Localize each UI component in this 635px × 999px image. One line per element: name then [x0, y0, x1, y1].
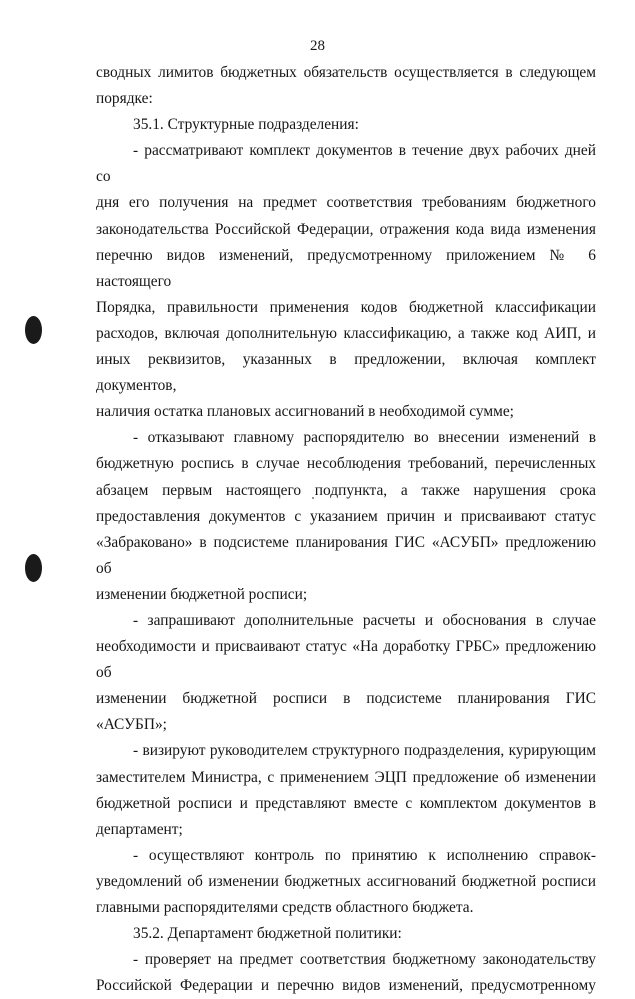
text-line: иных реквизитов, указанных в предложении, включая комплект документов,: [96, 351, 596, 395]
text-line: уведомлений об изменении бюджетных ассигнований бюджетной росписи: [96, 872, 596, 890]
text-line: - визируют руководителем структурного подразделения, курирующим: [133, 742, 596, 760]
text-line: бюджетную роспись в случае несоблюдения требований, перечисленных: [96, 455, 596, 473]
text-line: сводных лимитов бюджетных обязательств осуществляется в следующем: [96, 64, 596, 81]
text-line: «Забраковано» в подсистеме планирования ГИС «АСУБП» предложению об: [96, 533, 596, 577]
section-heading: 35.2. Департамент бюджетной политики:: [133, 925, 402, 943]
text-line: Российской Федерации и перечню видов изменений, предусмотренному: [96, 977, 596, 995]
text-line: изменении бюджетной росписи в подсистеме планирования ГИС «АСУБП»;: [96, 690, 596, 734]
text-line: департамент;: [96, 820, 183, 838]
section-heading: 35.1. Структурные подразделения:: [133, 116, 359, 134]
text-line: Порядка, правильности применения кодов бюджетной классификации: [96, 298, 596, 316]
text-line: порядке:: [96, 90, 153, 108]
text-line: - проверяет на предмет соответствия бюджетному законодательству: [133, 951, 596, 969]
text-line: бюджетной росписи и представляют вместе с комплектом документов в: [96, 794, 596, 812]
page-number: 28: [310, 38, 325, 54]
text-line: расходов, включая дополнительную классификацию, а также код АИП, и: [96, 324, 596, 342]
text-line: заместителем Министра, с применением ЭЦП предложение об изменении: [96, 768, 596, 786]
text-line: наличия остатка плановых ассигнований в необходимой сумме;: [96, 403, 514, 421]
text-line: дня его получения на предмет соответствия требованиям бюджетного: [96, 194, 596, 212]
text-line: перечню видов изменений, предусмотренному приложением № 6 настоящего: [96, 246, 596, 290]
text-line: необходимости и присваивают статус «На доработку ГРБС» предложению об: [96, 638, 596, 682]
text-line: - рассматривают комплект документов в течение двух рабочих дней со: [96, 142, 596, 186]
punch-hole-bottom: [25, 554, 42, 582]
text-line: абзацем первым настоящего подпункта, а также нарушения срока: [96, 481, 596, 499]
punch-hole-top: [25, 316, 42, 344]
text-line: главными распорядителями средств областного бюджета.: [96, 899, 474, 916]
text-line: - отказывают главному распорядителю во внесении изменений в: [133, 429, 596, 447]
text-line: - осуществляют контроль по принятию к исполнению справок-: [133, 846, 596, 864]
text-line: предоставления документов с указанием причин и присваивают статус: [96, 507, 596, 525]
text-line: изменении бюджетной росписи;: [96, 585, 308, 603]
text-line: - запрашивают дополнительные расчеты и обоснования в случае: [133, 611, 596, 629]
document-body: [96, 60, 596, 999]
text-line: законодательства Российской Федерации, отражения кода вида изменения: [96, 220, 596, 238]
